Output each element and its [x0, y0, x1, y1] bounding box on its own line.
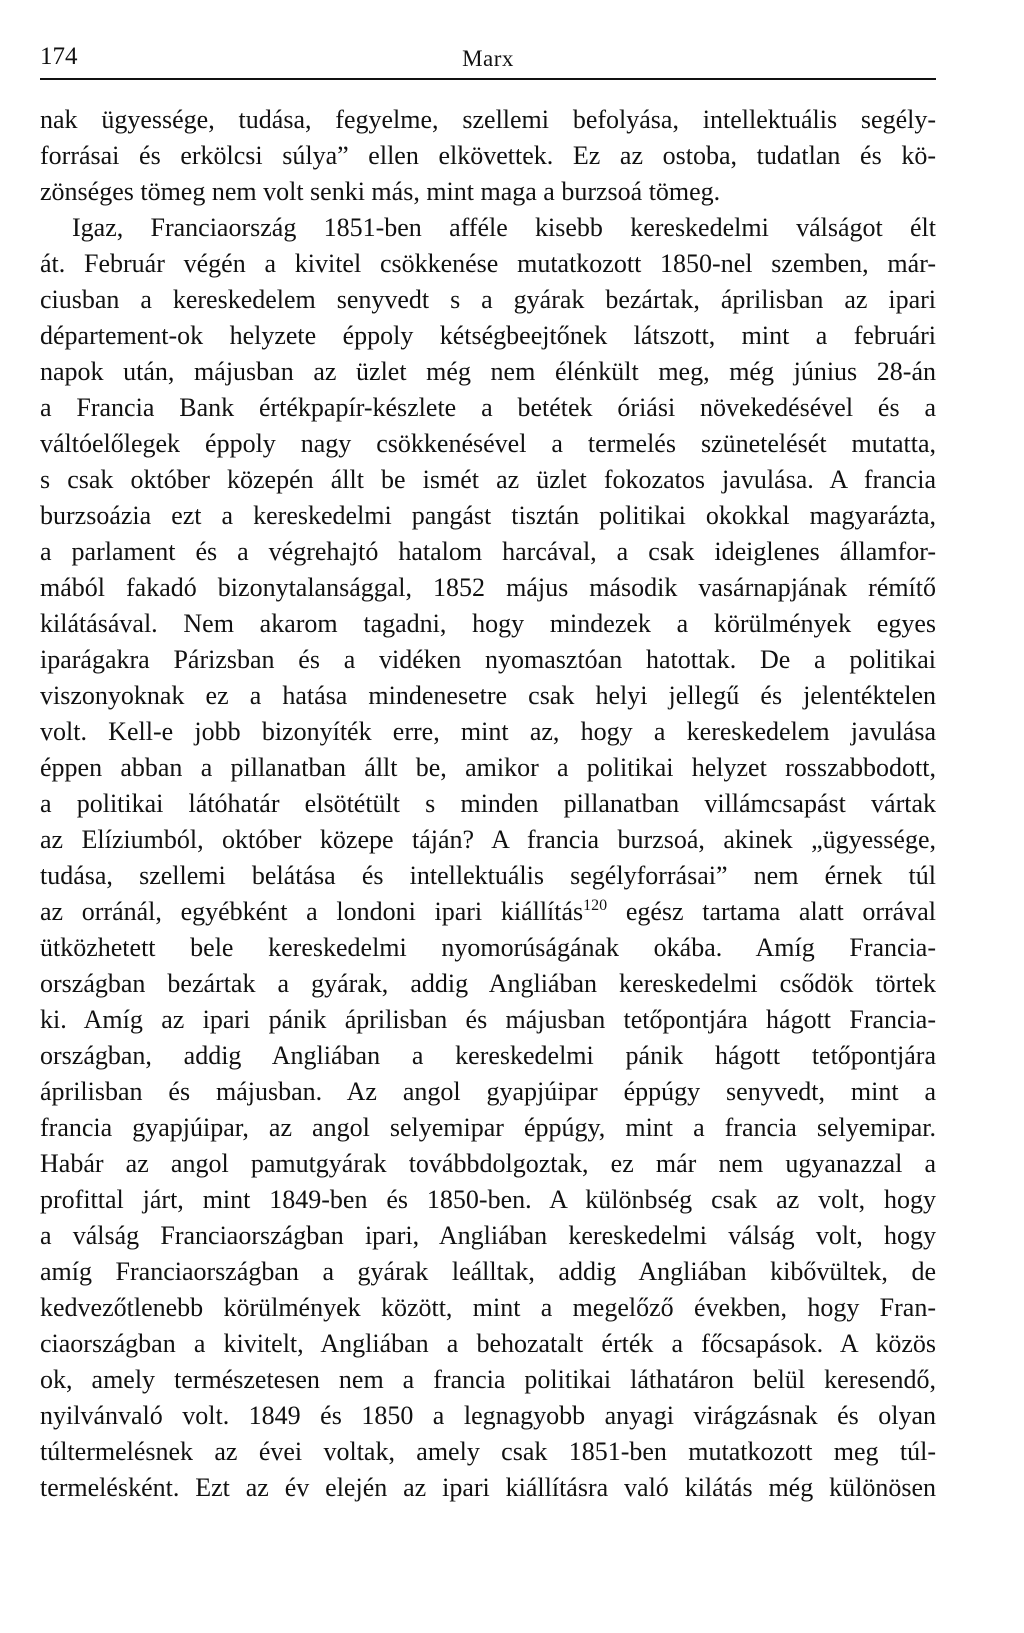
text-line: zönséges tömeg nem volt senki más, mint maga a burzsoá tömeg.	[40, 177, 721, 206]
text-line: Habár az angol pamutgyárak továbbdolgoztak, ez már nem ugyanazzal a	[40, 1149, 936, 1178]
text-line: termelésként. Ezt az év elején az ipari kiállításra való kilátás még különösen	[40, 1473, 936, 1502]
text-line: kedvezőtlenebb körülmények között, mint a megelőző években, hogy Fran-	[40, 1293, 936, 1322]
text-fragment: az orránál, egyébként a londoni ipari kiállítás	[40, 897, 584, 926]
text-line: ciaországban a kivitelt, Angliában a behozatalt érték a főcsapások. A közös	[40, 1329, 936, 1358]
text-line: napok után, májusban az üzlet még nem élénkült meg, még június 28-án	[40, 357, 936, 386]
page-number: 174	[40, 43, 78, 70]
text-line: profittal járt, mint 1849-ben és 1850-ben. A különbség csak az volt, hogy	[40, 1185, 936, 1214]
text-line: a politikai látóhatár elsötétült s minden pillanatban villámcsapást vártak	[40, 789, 936, 818]
footnote-reference[interactable]: 120	[583, 897, 608, 914]
text-line: iparágakra Párizsban és a vidéken nyomasztóan hatottak. De a politikai	[40, 645, 936, 674]
text-line: ki. Amíg az ipari pánik áprilisban és májusban tetőpontjára hágott Francia-	[40, 1005, 936, 1034]
text-line: département-ok helyzete éppoly kétségbeejtőnek látszott, mint a februári	[40, 321, 936, 350]
running-header	[40, 36, 936, 80]
text-line: Igaz, Franciaország 1851-ben afféle kisebb kereskedelmi válságot élt	[72, 213, 936, 242]
text-line: éppen abban a pillanatban állt be, amikor a politikai helyzet rosszabbodott,	[40, 753, 936, 782]
text-line: váltóelőlegek éppoly nagy csökkenésével a termelés szünetelését mutatta,	[40, 429, 936, 458]
text-line: az Elíziumból, október közepe táján? A francia burzsoá, akinek „ügyessége,	[40, 825, 936, 854]
text-line: tudása, szellemi belátása és intellektuális segélyforrásai” nem érnek túl	[40, 861, 936, 890]
text-line: viszonyoknak ez a hatása mindenesetre csak helyi jellegű és jelentéktelen	[40, 681, 936, 710]
text-fragment: egész tartama alatt orrával	[607, 897, 936, 926]
text-line: ok, amely természetesen nem a francia politikai láthatáron belül keresendő,	[40, 1365, 936, 1394]
text-line: országban, addig Angliában a kereskedelmi pánik hágott tetőpontjára	[40, 1041, 936, 1070]
text-line: francia gyapjúipar, az angol selyemipar éppúgy, mint a francia selyemipar.	[40, 1113, 936, 1142]
text-line: nyilvánvaló volt. 1849 és 1850 a legnagyobb anyagi virágzásnak és olyan	[40, 1401, 936, 1430]
text-line: amíg Franciaországban a gyárak leálltak, addig Angliában kibővültek, de	[40, 1257, 936, 1286]
body-text	[40, 102, 936, 1506]
text-line: áprilisban és májusban. Az angol gyapjúipar éppúgy senyvedt, mint a	[40, 1077, 936, 1106]
text-line: a parlament és a végrehajtó hatalom harcával, a csak ideiglenes államfor-	[40, 537, 936, 566]
text-line: ciusban a kereskedelem senyvedt s a gyárak bezártak, áprilisban az ipari	[40, 285, 936, 314]
text-line: nak ügyessége, tudása, fegyelme, szellemi befolyása, intellektuális segély-	[40, 105, 936, 134]
running-title: Marx	[462, 46, 514, 71]
text-line: át. Február végén a kivitel csökkenése mutatkozott 1850-nel szemben, már-	[40, 249, 936, 278]
text-line: s csak október közepén állt be ismét az üzlet fokozatos javulása. A francia	[40, 465, 936, 494]
text-line: túltermelésnek az évei voltak, amely csak 1851-ben mutatkozott meg túl-	[40, 1437, 936, 1466]
book-page	[40, 36, 936, 1506]
text-line: a válság Franciaországban ipari, Angliában kereskedelmi válság volt, hogy	[40, 1221, 936, 1250]
text-line: burzsoázia ezt a kereskedelmi pangást tisztán politikai okokkal magyarázta,	[40, 501, 936, 530]
text-line: mából fakadó bizonytalansággal, 1852 május második vasárnapjának rémítő	[40, 573, 936, 602]
text-line: forrásai és erkölcsi súlya” ellen elkövettek. Ez az ostoba, tudatlan és kö-	[40, 141, 936, 170]
text-line: kilátásával. Nem akarom tagadni, hogy mindezek a körülmények egyes	[40, 609, 936, 638]
text-line: országban bezártak a gyárak, addig Angliában kereskedelmi csődök törtek	[40, 969, 936, 998]
text-line: ütközhetett bele kereskedelmi nyomorúságának okába. Amíg Francia-	[40, 933, 936, 962]
text-line: volt. Kell-e jobb bizonyíték erre, mint az, hogy a kereskedelem javulása	[40, 717, 936, 746]
text-line-with-footnote	[40, 894, 936, 930]
text-line: a Francia Bank értékpapír-készlete a betétek óriási növekedésével és a	[40, 393, 936, 422]
